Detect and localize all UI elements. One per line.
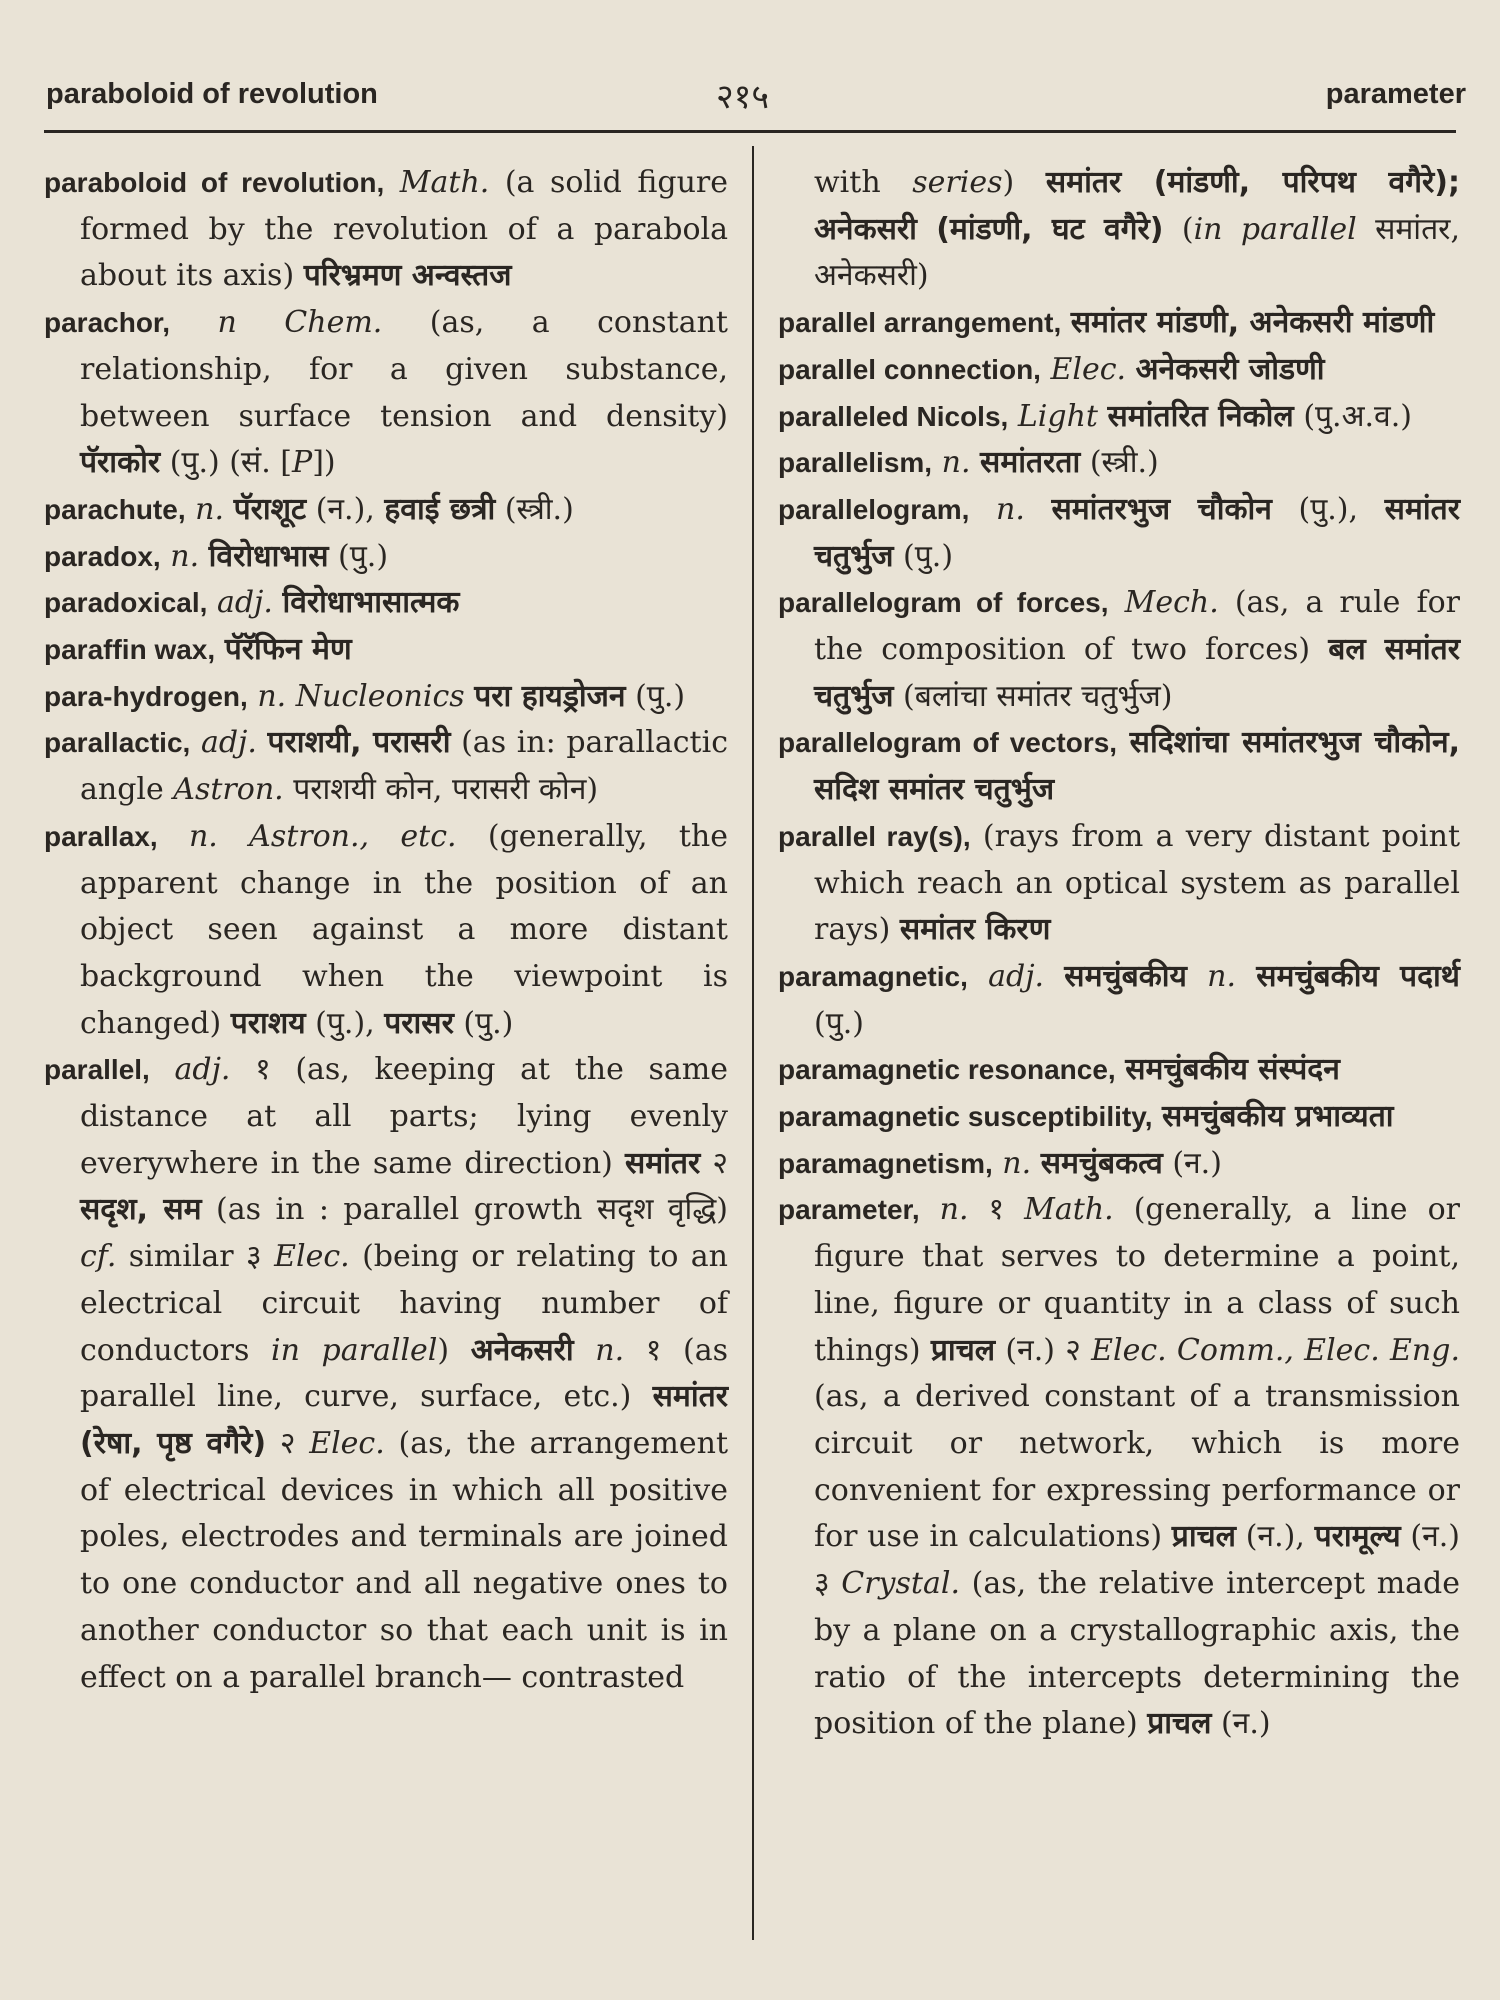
entry-text: (as in: parallactic angle [80, 725, 728, 808]
entry-text: adj. [200, 725, 257, 761]
dictionary-entry [778, 1047, 1460, 1094]
entry-headword: parallel, [44, 1054, 150, 1086]
entry-text: (न.) २ [995, 1332, 1092, 1368]
entry-text: ) [1002, 165, 1046, 200]
dictionary-entry [44, 580, 728, 627]
entry-text: ) [437, 1332, 471, 1368]
entry-text: n. [996, 491, 1025, 527]
dictionary-entry [778, 440, 1460, 487]
entry-text [1098, 399, 1108, 434]
entry-text [1061, 305, 1071, 340]
entry-text [1126, 352, 1136, 387]
entry-text: in parallel [1193, 211, 1357, 247]
entry-text [224, 492, 234, 527]
dictionary-entry [44, 487, 728, 534]
entry-headword: parachor, [44, 307, 171, 339]
entry-text: Light [1017, 398, 1098, 434]
marathi-term: समांतर (मांडणी, परिपथ वगैरे); अनेकसरी (मांडणी, घट वगैरे) [814, 165, 1460, 247]
entry-headword: paraffin wax, [44, 634, 216, 666]
entry-text: adj. [174, 1052, 231, 1088]
entry-text: (पु.) [625, 678, 686, 714]
marathi-term: सदृश, सम [80, 1192, 202, 1228]
entry-headword: para-hydrogen, [44, 680, 248, 712]
entry-text [1008, 399, 1018, 434]
dictionary-entry [778, 160, 1460, 300]
marathi-term: पराशय [230, 1005, 306, 1041]
entry-headword: parallelogram, [778, 493, 970, 525]
entry-text [574, 1333, 596, 1368]
entry-text: (न.) [1162, 1145, 1222, 1181]
marathi-term: प्राचल [1171, 1519, 1236, 1555]
entry-text: (as, the arrangement of electrical devices in which all positive poles, electrodes and terminals are joined to one conductor and all negative ones to another conductor so that each unit is in effect on a parallel branch— contrasted [80, 1425, 728, 1695]
entry-text: Crystal. [841, 1566, 960, 1602]
entry-text: (generally, the apparent change in the position of an object seen against a more distant background when the viewpoint is changed) [80, 818, 728, 1041]
marathi-term: विरोधाभासात्मक [282, 585, 460, 621]
entry-headword: parallelogram of vectors, [778, 727, 1118, 759]
entry-text [1153, 1099, 1163, 1134]
page-number: २१५ [716, 77, 770, 117]
entry-text [993, 1146, 1003, 1181]
marathi-term: बल समांतर चतुर्भुज [814, 632, 1460, 714]
entry-text: (न.), [1236, 1519, 1315, 1555]
entry-text [1044, 959, 1064, 994]
entry-text: १ (as parallel line, curve, surface, etc.) [80, 1332, 728, 1415]
entry-text [384, 165, 400, 200]
entry-text [1041, 352, 1051, 387]
entry-headword: paramagnetic, [778, 960, 968, 992]
dictionary-entry [778, 1141, 1460, 1188]
entry-headword: paramagnetic susceptibility, [778, 1101, 1153, 1133]
marathi-term: समचुंबकीय संस्पंदन [1125, 1052, 1340, 1088]
marathi-term: परासर [384, 1005, 454, 1041]
marathi-term: प्राचल [1147, 1706, 1212, 1742]
entry-headword: parallel arrangement, [778, 307, 1062, 339]
entry-headword: paramagnetic resonance, [778, 1054, 1116, 1086]
entry-text: Chem. [284, 305, 383, 341]
entry-text: Elec. Comm., Elec. Eng. [1091, 1332, 1460, 1368]
entry-text: (पु.) [814, 1005, 864, 1041]
entry-headword: parachute, [44, 493, 186, 525]
entry-headword: paraboloid of revolution, [44, 167, 385, 198]
entry-text: Elec. [274, 1239, 350, 1275]
entry-text: n. [939, 1192, 969, 1228]
entry-headword: parallel connection, [778, 353, 1041, 385]
marathi-term: समांतर चतुर्भुज [814, 491, 1460, 574]
dictionary-entry [44, 814, 728, 1048]
marathi-term: समांतरित निकोल [1107, 398, 1294, 434]
entry-text: (पु.अ.व.) [1293, 398, 1412, 434]
entry-text: (न.) [1211, 1706, 1271, 1742]
running-header [46, 72, 1466, 116]
entry-text: १ (as, keeping at the same distance at all parts; lying evenly everywhere in the same direction) [80, 1052, 728, 1181]
marathi-term: समांतर किरण [899, 912, 1051, 948]
entry-text: (स्त्री.) [1080, 445, 1159, 481]
column-divider [752, 146, 754, 1940]
entry-text [971, 445, 981, 480]
entry-text [920, 1192, 940, 1227]
marathi-term: सदिशांचा समांतरभुज चौकोन, सदिश समांतर चतुर्भुज [814, 725, 1460, 808]
entry-text [257, 725, 268, 760]
entry-text: Elec. [309, 1425, 385, 1461]
dictionary-entry [44, 720, 728, 813]
entry-text: (न.), [306, 491, 385, 527]
marathi-term: पराशयी, परासरी [267, 725, 451, 761]
entry-text: similar ३ [116, 1239, 275, 1275]
marathi-term: पॅराकोर [80, 445, 161, 481]
entry-text [465, 679, 475, 714]
entry-text: adj. [988, 958, 1045, 994]
entry-text: (पु.), [1271, 491, 1385, 527]
header-last-entry: parameter [1325, 78, 1466, 110]
entry-headword: paralleled Nicols, [778, 400, 1009, 432]
marathi-term: प्राचल [930, 1332, 996, 1368]
entry-text [215, 632, 225, 667]
marathi-term: समांतर (रेषा, पृष्ठ वगैरे) [80, 1379, 728, 1461]
entry-text: P [292, 445, 313, 481]
marathi-term: समचुंबकीय [1064, 958, 1187, 994]
entry-text: (पु.), [305, 1005, 385, 1041]
entry-text: (पु.) [328, 538, 389, 574]
entry-text: Math. [399, 165, 490, 200]
entry-text: Astron., etc. [249, 818, 457, 854]
left-column [44, 160, 728, 1701]
entry-text [161, 539, 171, 574]
dictionary-entry [44, 534, 728, 581]
entry-text [218, 819, 249, 854]
header-rule [44, 130, 1456, 133]
entry-text: (पु.) (सं. [ [160, 445, 292, 481]
entry-text: n. [941, 445, 971, 481]
entry-text [170, 305, 217, 340]
entry-text: n. [1002, 1145, 1032, 1181]
dictionary-entry [778, 347, 1460, 394]
entry-text [186, 492, 196, 527]
entry-text [248, 679, 258, 714]
entry-text: Math. [1024, 1192, 1114, 1228]
entry-text: २ [266, 1425, 310, 1461]
entry-headword: parallax, [44, 820, 158, 852]
entry-text [1236, 959, 1256, 994]
entry-text: n. [1207, 958, 1237, 994]
entry-text: (generally, a line or figure that serves to determine a point, line, figure or quantity in a class of such things) [814, 1192, 1460, 1368]
entry-text: ( [1163, 211, 1194, 247]
entry-text: (पु.) [893, 538, 954, 574]
entry-text: (as, a derived constant of a transmission circuit or network, which is more convenient for expressing performance or for use in calculations) [814, 1379, 1460, 1555]
marathi-term: समचुंबकत्व [1040, 1145, 1163, 1181]
entry-text: (a solid figure formed by the revolution of a parabola about its axis) [80, 165, 728, 294]
entry-text: cf. [80, 1239, 117, 1275]
marathi-term: समांतर मांडणी, अनेकसरी मांडणी [1070, 305, 1435, 341]
right-column [778, 160, 1460, 1748]
entry-headword: paramagnetism, [778, 1147, 993, 1179]
dictionary-entry [44, 1047, 728, 1701]
entry-text: (as in : parallel growth सदृश वृद्धि) [201, 1192, 729, 1228]
entry-text: समांतर, अनेकसरी) [814, 211, 1460, 294]
entry-text: (as, a constant relationship, for a given substance, between surface tension and density) [80, 305, 728, 434]
entry-text [1117, 725, 1130, 760]
entry-text [932, 445, 942, 480]
header-first-entry: paraboloid of revolution [46, 78, 378, 110]
marathi-term: पॅराशूट [233, 491, 307, 527]
dictionary-entry [44, 300, 728, 487]
marathi-term: परा हायड्रोजन [474, 678, 626, 714]
dictionary-entry [778, 487, 1460, 580]
entry-text [237, 305, 284, 340]
entry-text [150, 1052, 175, 1087]
marathi-term: समचुंबकीय प्रभाव्यता [1162, 1099, 1394, 1135]
entry-text: (being or relating to an electrical circuit having number of conductors [80, 1239, 728, 1368]
entry-text: n. [188, 818, 218, 854]
marathi-term: हवाई छत्री [384, 491, 496, 527]
entry-text [199, 539, 209, 574]
entry-text: २ [700, 1145, 728, 1181]
entry-text: n. [595, 1332, 625, 1368]
marathi-term: परामूल्य [1314, 1519, 1401, 1555]
entry-headword: parallel ray(s), [778, 820, 971, 852]
entry-text: n. [195, 491, 225, 527]
marathi-term: विरोधाभास [208, 538, 329, 574]
entry-text [273, 585, 283, 620]
entry-text: ]) [312, 445, 336, 481]
dictionary-entry [778, 954, 1460, 1047]
entry-text: (न.) ३ [814, 1519, 1461, 1602]
entry-text [1187, 959, 1207, 994]
dictionary-entry [778, 300, 1460, 347]
entry-text [968, 959, 988, 994]
dictionary-entry [44, 674, 728, 721]
entry-text: Elec. [1050, 351, 1127, 387]
marathi-term: परिभ्रमण अन्वस्तज [303, 258, 512, 294]
entry-text: (as, the relative intercept made by a plane on a crystallographic axis, the ratio of the intercepts determining the position of the plane) [814, 1566, 1461, 1742]
dictionary-entry [778, 580, 1460, 720]
entry-text [190, 725, 201, 760]
entry-text [1025, 492, 1052, 527]
entry-text [1109, 585, 1125, 620]
marathi-term: समांतर [624, 1145, 701, 1181]
entry-text: adj. [216, 585, 273, 621]
entry-text: Mech. [1124, 585, 1219, 621]
dictionary-entry [778, 720, 1460, 813]
marathi-term: समांतरभुज चौकोन [1051, 491, 1272, 527]
dictionary-entry [44, 627, 728, 674]
marathi-term: अनेकसरी जोडणी [1135, 351, 1325, 387]
entry-headword: paradox, [44, 540, 161, 572]
entry-text: n [217, 305, 237, 341]
entry-text: (as, a rule for the composition of two forces) [814, 585, 1461, 668]
marathi-term: पॅरॅफिन मेण [224, 632, 352, 668]
entry-text: Astron. [173, 772, 284, 808]
entry-headword: parallactic, [44, 727, 191, 759]
dictionary-entry [778, 1187, 1460, 1747]
entry-headword: parameter, [778, 1194, 920, 1226]
dictionary-entry [778, 1094, 1460, 1141]
entry-text [969, 492, 996, 527]
entry-text: series [912, 165, 1003, 200]
entry-text [158, 819, 189, 854]
entry-text: n. [170, 538, 200, 574]
entry-text: n. Nucleonics [257, 678, 465, 714]
entry-headword: parallelogram of forces, [778, 587, 1109, 619]
marathi-term: समांतरता [980, 445, 1081, 481]
entry-text: १ [968, 1192, 1025, 1228]
entry-text: पराशयी कोन, परासरी कोन) [283, 772, 599, 808]
entry-text [207, 585, 217, 620]
marathi-term: अनेकसरी [470, 1332, 574, 1368]
entry-text: (rays from a very distant point which reach an optical system as parallel rays) [814, 818, 1461, 948]
entry-text: (बलांचा समांतर चतुर्भुज) [893, 678, 1173, 714]
dictionary-entry [44, 160, 728, 300]
entry-text [1031, 1146, 1041, 1181]
entry-text: (पु.) [453, 1005, 514, 1041]
entry-text: with [814, 165, 913, 200]
dictionary-entry [778, 814, 1460, 954]
entry-text [1116, 1052, 1126, 1087]
entry-headword: paradoxical, [44, 587, 208, 619]
entry-text: (स्त्री.) [495, 491, 574, 527]
dictionary-entry [778, 394, 1460, 441]
entry-text: in parallel [271, 1332, 438, 1368]
entry-headword: parallelism, [778, 447, 933, 479]
marathi-term: समचुंबकीय पदार्थ [1256, 958, 1460, 994]
